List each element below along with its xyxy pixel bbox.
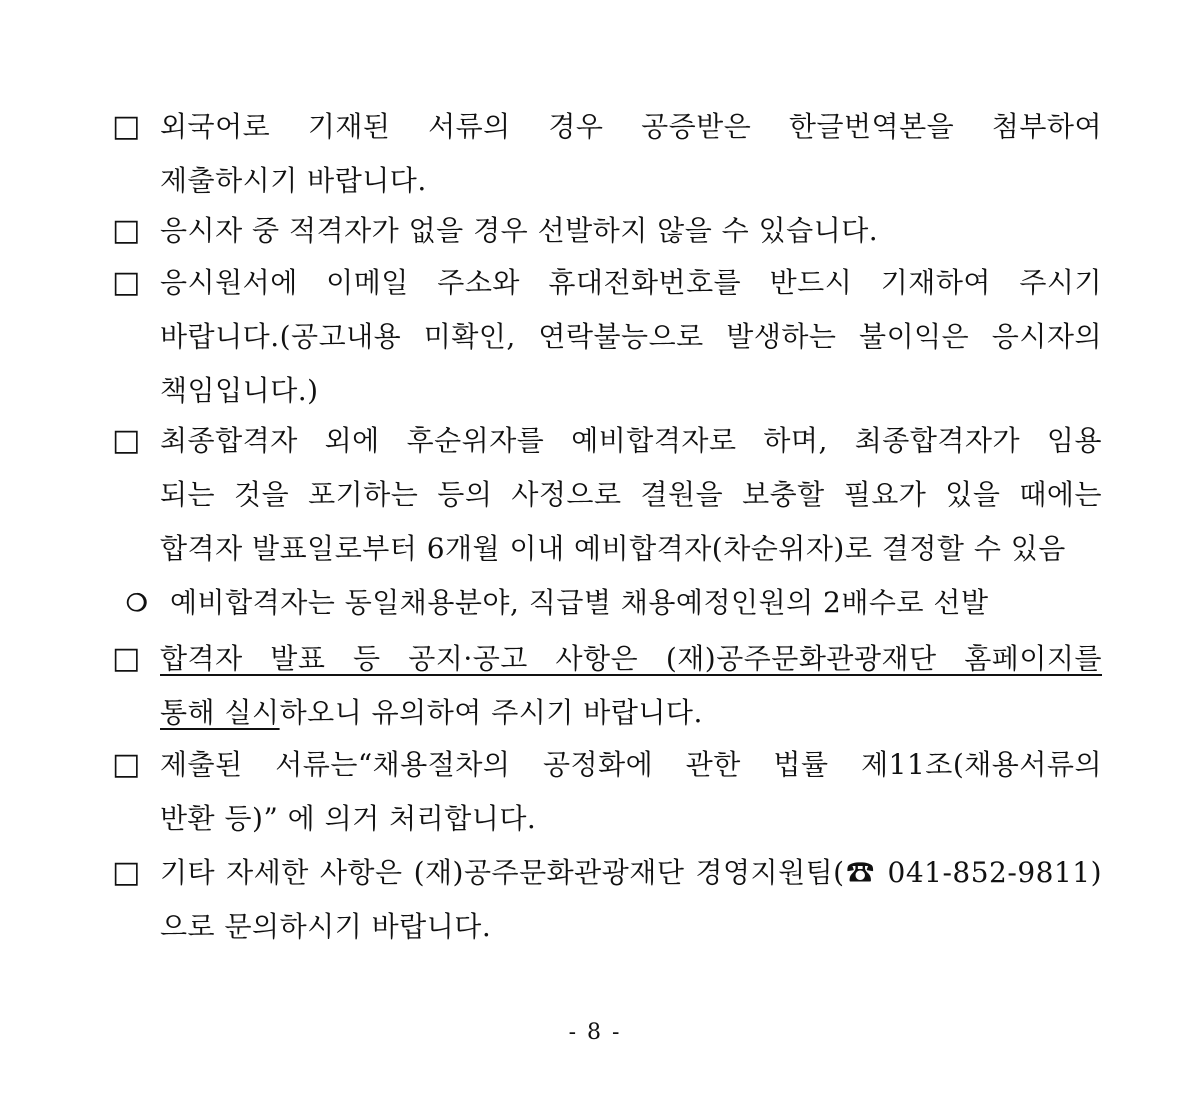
underlined-phrase: 통해 실시	[160, 696, 280, 729]
notice-text	[160, 100, 1102, 208]
notice-line: 으로 문의하시기 바랍니다.	[160, 910, 492, 943]
notice-line-rest: 하오니 유의하여 주시기 바랍니다.	[279, 696, 703, 729]
notice-line: 합격자 발표일로부터 6개월 이내 예비합격자(차순위자)로 결정할 수 있음	[160, 532, 1066, 565]
notice-line: 예비합격자는 동일채용분야, 직급별 채용예정인원의 2배수로 선발	[170, 586, 989, 619]
notice-item-document-return	[112, 738, 1102, 846]
checkbox-bullet-icon: □	[112, 641, 141, 676]
notice-line: 제출된 서류는“채용절차의 공정화에 관한 법률 제11조(채용서류의	[160, 748, 1102, 781]
notice-item-reserve-candidates	[112, 414, 1102, 576]
notice-subitem-reserve-ratio	[112, 576, 1102, 630]
notice-line: 응시원서에 이메일 주소와 휴대전화번호를 반드시 기재하여 주시기	[160, 266, 1102, 299]
checkbox-bullet-icon: □	[112, 855, 141, 890]
page-number: - 8 -	[568, 1020, 622, 1045]
notice-item-announcement	[112, 632, 1102, 740]
notice-text	[160, 414, 1102, 576]
notice-line: 바랍니다.(공고내용 미확인, 연락불능으로 발생하는 불이익은 응시자의	[160, 320, 1102, 353]
checkbox-bullet-icon: □	[112, 747, 141, 782]
notice-text	[160, 256, 1102, 418]
notice-line: 책임입니다.)	[160, 374, 319, 407]
notice-line: 기타 자세한 사항은 (재)공주문화관광재단 경영지원팀(☎ 041-852-9811)	[160, 856, 1102, 889]
notice-line-underlined: 합격자 발표 등 공지·공고 사항은 (재)공주문화관광재단 홈페이지를	[160, 642, 1102, 675]
notice-text	[170, 576, 1102, 630]
notice-text	[160, 738, 1102, 846]
notice-line	[160, 686, 1102, 740]
circle-bullet-icon: ❍	[126, 588, 148, 617]
notice-line: 응시자 중 적격자가 없을 경우 선발하지 않을 수 있습니다.	[160, 214, 879, 247]
notice-item-contact-info	[112, 256, 1102, 418]
checkbox-bullet-icon: □	[112, 423, 141, 458]
notice-item-inquiry	[112, 846, 1102, 954]
notice-text	[160, 204, 1102, 258]
notice-line: 되는 것을 포기하는 등의 사정으로 결원을 보충할 필요가 있을 때에는	[160, 478, 1102, 511]
notice-item-no-qualified	[112, 204, 1102, 258]
notice-text	[160, 632, 1102, 740]
notice-line: 반환 등)” 에 의거 처리합니다.	[160, 802, 537, 835]
notice-text	[160, 846, 1102, 954]
notice-line: 외국어로 기재된 서류의 경우 공증받은 한글번역본을 첨부하여	[160, 110, 1102, 143]
checkbox-bullet-icon: □	[112, 213, 141, 248]
notice-line: 최종합격자 외에 후순위자를 예비합격자로 하며, 최종합격자가 임용	[160, 424, 1102, 457]
notice-line: 제출하시기 바랍니다.	[160, 164, 427, 197]
notice-item-foreign-documents	[112, 100, 1102, 208]
checkbox-bullet-icon: □	[112, 265, 141, 300]
checkbox-bullet-icon: □	[112, 109, 141, 144]
